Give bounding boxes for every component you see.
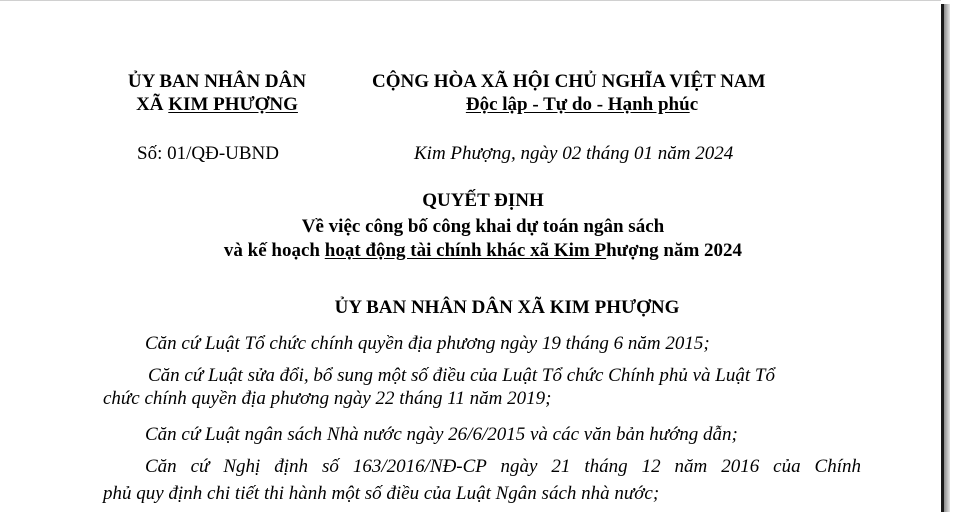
national-motto-suffix: c <box>689 94 699 115</box>
decision-subtitle-prefix: và kế hoạch <box>223 240 325 261</box>
legal-basis-item-1: Căn cứ Luật Tổ chức chính quyền địa phương ngày 19 tháng 6 năm 2015; <box>145 333 710 354</box>
place-and-date: Kim Phượng, ngày 02 tháng 01 năm 2024 <box>414 143 734 164</box>
issuing-body-commune: KIM PHƯỢNG <box>168 94 298 115</box>
decision-subtitle-line-1: Về việc công bố công khai dự toán ngân sách <box>301 216 665 237</box>
decision-title: QUYẾT ĐỊNH <box>422 190 544 211</box>
legal-basis-item-2-line-2: chức chính quyền địa phương ngày 22 tháng 11 năm 2019; <box>103 388 552 409</box>
decision-subtitle-line-2 <box>0 240 961 262</box>
issuing-body-prefix: XÃ <box>136 94 169 115</box>
decision-subtitle-underlined: hoạt động tài chính khác xã Kim P <box>324 240 607 261</box>
legal-basis-item-3: Căn cứ Luật ngân sách Nhà nước ngày 26/6/2015 và các văn bản hướng dẫn; <box>145 424 738 445</box>
issuing-body-line-2 <box>0 94 434 116</box>
legal-basis-item-4-line-2: phủ quy định chi tiết thi hành một số điều của Luật Ngân sách nhà nước; <box>103 483 660 504</box>
legal-basis-item-2-line-1: Căn cứ Luật sửa đổi, bổ sung một số điều của Luật Tổ chức Chính phủ và Luật Tổ <box>148 365 775 386</box>
document-number: Số: 01/QĐ-UBND <box>137 143 279 164</box>
issuing-body-line-1: ỦY BAN NHÂN DÂN <box>127 71 307 92</box>
decision-subtitle-suffix: hượng năm 2024 <box>606 240 743 261</box>
national-motto-underlined: Độc lập - Tự do - Hạnh phú <box>465 94 690 115</box>
national-motto <box>372 94 792 116</box>
page-top-border <box>0 0 941 1</box>
national-title: CỘNG HÒA XÃ HỘI CHỦ NGHĨA VIỆT NAM <box>372 71 766 92</box>
legal-basis-item-4-line-1: Căn cứ Nghị định số 163/2016/NĐ-CP ngày 21 tháng 12 năm 2016 của Chính <box>145 456 861 477</box>
issuer-heading: ỦY BAN NHÂN DÂN XÃ KIM PHƯỢNG <box>334 297 680 318</box>
